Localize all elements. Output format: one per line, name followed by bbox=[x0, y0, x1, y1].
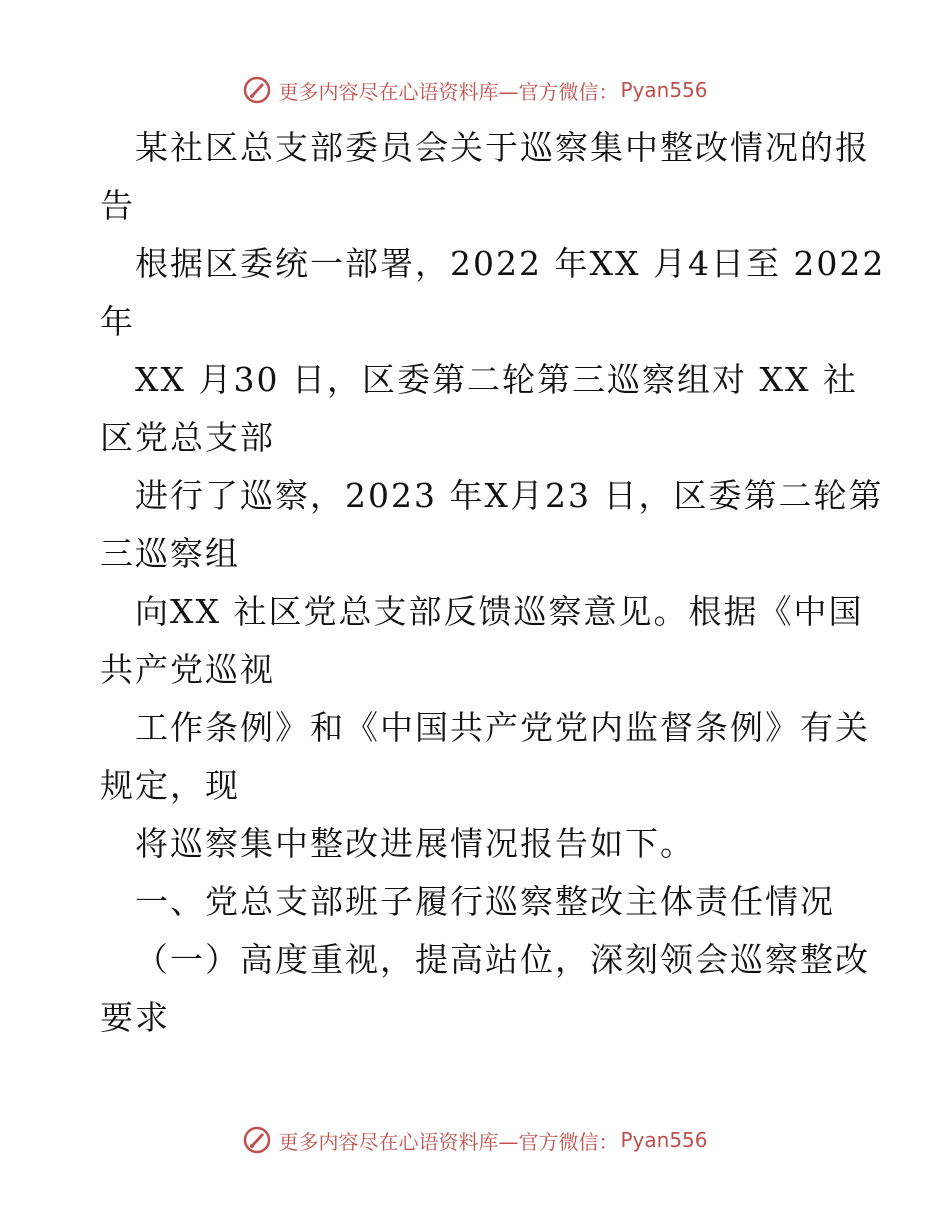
text-line: 某社区总支部委员会关于巡察集中整改情况的报 bbox=[135, 128, 870, 167]
text-line: 共产党巡视 bbox=[100, 650, 275, 689]
subsection-heading: （一）高度重视，提高站位，深刻领会巡察整改 bbox=[135, 940, 870, 979]
watermark-wechat-id: Pyan556 bbox=[620, 1128, 708, 1152]
header-watermark bbox=[0, 70, 950, 110]
text-line: 根据区委统一部署，2022 年XX 月4日至 2022 bbox=[135, 244, 886, 283]
text-line: 向XX 社区党总支部反馈巡察意见。根据《中国 bbox=[135, 592, 864, 631]
watermark-wechat-id: Pyan556 bbox=[620, 78, 708, 102]
text-line: 工作条例》和《中国共产党党内监督条例》有关 bbox=[135, 708, 870, 747]
brand-logo-icon bbox=[242, 75, 272, 105]
section-heading: 一、党总支部班子履行巡察整改主体责任情况 bbox=[135, 882, 835, 921]
text-line: 规定，现 bbox=[100, 766, 240, 805]
watermark-text: 更多内容尽在心语资料库—官方微信： bbox=[278, 1129, 619, 1154]
text-line: XX 月30 日，区委第二轮第三巡察组对 XX 社 bbox=[135, 360, 858, 399]
watermark-text: 更多内容尽在心语资料库—官方微信： bbox=[278, 79, 619, 104]
text-line: 要求 bbox=[100, 998, 170, 1037]
text-line: 进行了巡察，2023 年X月23 日，区委第二轮第 bbox=[135, 476, 884, 515]
text-line: 将巡察集中整改进展情况报告如下。 bbox=[135, 824, 695, 863]
footer-watermark bbox=[0, 1120, 950, 1160]
text-line: 告 bbox=[100, 186, 135, 225]
text-line: 年 bbox=[100, 302, 135, 341]
text-line: 区党总支部 bbox=[100, 418, 275, 457]
text-line: 三巡察组 bbox=[100, 534, 240, 573]
brand-logo-icon bbox=[242, 1125, 272, 1155]
